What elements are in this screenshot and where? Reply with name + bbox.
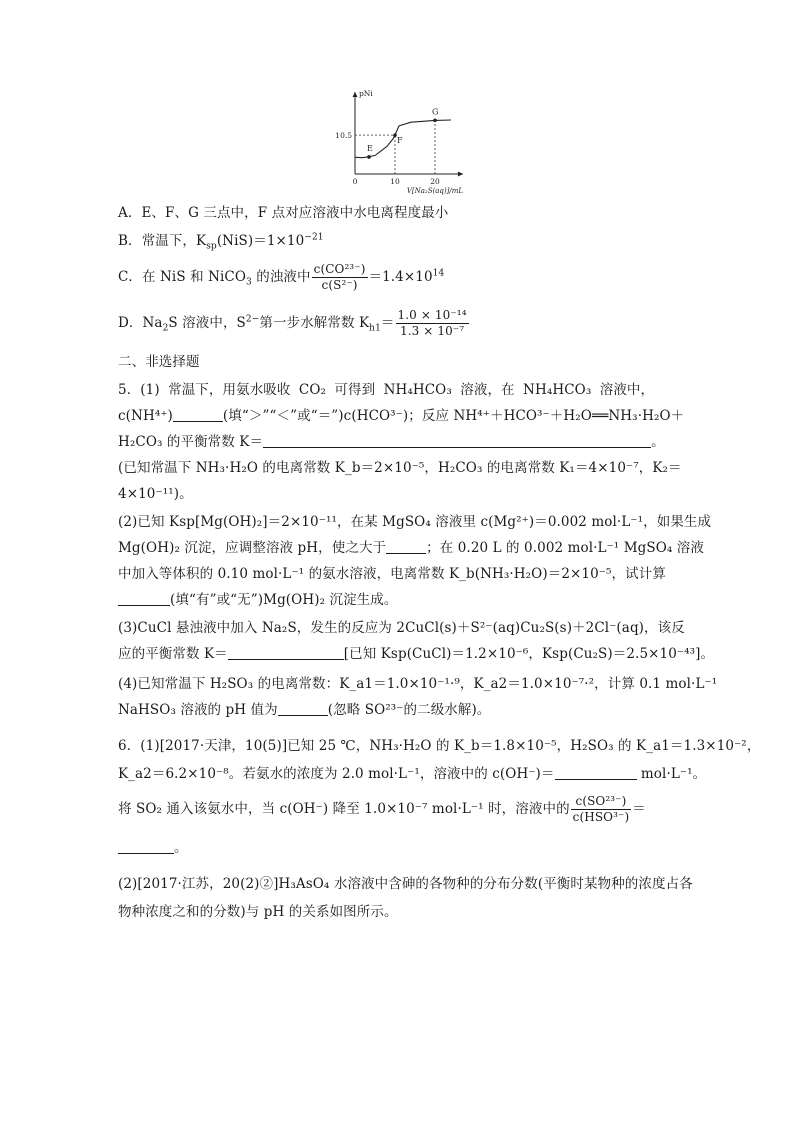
- q5-2-line-4-text: (填“有”或“无”)Mg(OH)₂ 沉淀生成。: [170, 592, 398, 608]
- option-c-numerator: c(CO²³⁻): [313, 262, 366, 276]
- q5-line-1: 5．(1) 常温下，用氨水吸收 CO₂ 可得到 NH₄HCO₃ 溶液，在 NH₄HCO₃ 溶液中，: [118, 382, 655, 398]
- q5-2-line-2a: Mg(OH)₂ 沉淀，应调整溶液 pH，使之大于: [118, 540, 387, 556]
- q5-line-4: (已知常温下 NH₃·H₂O 的电离常数 K_b＝2×10⁻⁵，H₂CO₃ 的电离常数 K₁＝4×10⁻⁷，K₂＝: [118, 460, 682, 476]
- q6-line-2b: mol·L⁻¹。: [636, 766, 707, 782]
- q5-line-2a: c(NH⁴⁺): [118, 408, 173, 424]
- option-c-fraction: [312, 262, 368, 293]
- option-b: [118, 231, 678, 251]
- option-c: [118, 262, 678, 293]
- q5-4-line-1: (4)已知常温下 H₂SO₃ 的电离常数：K_a1＝1.0×10⁻¹·⁹，K_a2＝1.0×10⁻⁷·²，计算 0.1 mol·L⁻¹: [118, 676, 718, 692]
- q5-2-line-1: (2)已知 Ksp[Mg(OH)₂]＝2×10⁻¹¹，在某 MgSO₄ 溶液里 c(Mg²⁺)＝0.002 mol·L⁻¹，如果生成: [118, 514, 712, 530]
- q5-line-2: [118, 406, 685, 426]
- x-tick-0: 0: [352, 177, 358, 186]
- q6-line-3a: 将 SO₂ 通入该氨水中，当 c(OH⁻) 降至 1.0×10⁻⁷ mol·L⁻¹ 时，溶液中的: [118, 801, 570, 817]
- q5-3-line-1: (3)CuCl 悬浊液中加入 Na₂S，发生的反应为 2CuCl(s)＋S²⁻(aq)Cu₂S(s)＋2Cl⁻(aq)，该反: [118, 620, 685, 636]
- x-axis-label: V[Na₂S(aq)]/mL: [406, 187, 463, 195]
- option-d: [118, 308, 678, 339]
- q5-3-line-2: [118, 644, 715, 664]
- q5-2-line-3: 中加入等体积的 0.10 mol·L⁻¹ 的氨水溶液，电离常数 K_b(NH₃·H₂O)＝2×10⁻⁵，试计算: [118, 566, 666, 582]
- answer-blank-4[interactable]: [118, 591, 170, 606]
- option-c-mid: 的浊液中: [251, 269, 311, 285]
- q5-line-3a: H₂CO₃ 的平衡常数 K＝: [118, 434, 264, 450]
- answer-blank-2[interactable]: [263, 433, 651, 448]
- option-b-pre: B．常温下，K: [118, 233, 207, 249]
- option-d-numerator: 1.0 × 10⁻¹⁴: [397, 308, 467, 322]
- option-c-exp: 14: [432, 268, 445, 279]
- point-label-f: F: [397, 136, 403, 146]
- x-tick-20: 20: [430, 177, 440, 186]
- q5-line-5: 4×10⁻¹¹)。: [118, 486, 193, 502]
- point-label-g: G: [432, 107, 439, 117]
- answer-blank-7[interactable]: [555, 765, 637, 780]
- q5-2-line-2b: ；在 0.20 L 的 0.002 mol·L⁻¹ MgSO₄ 溶液: [426, 540, 704, 556]
- answer-blank-3[interactable]: [386, 539, 426, 554]
- q5-line-3: [118, 432, 678, 452]
- pni-titration-figure: [330, 89, 470, 196]
- q6-line-2a: K_a2＝6.2×10⁻⁸。若氨水的浓度为 2.0 mol·L⁻¹，溶液中的 c(OH⁻)＝: [118, 766, 555, 782]
- option-b-sub: sp: [206, 241, 217, 252]
- option-d-sub1: 2: [162, 323, 169, 334]
- option-d-fraction: [396, 308, 469, 339]
- y-tick-10.5: 10.5: [335, 131, 352, 141]
- q5-line-3b: 。: [651, 434, 665, 450]
- q6-line-2: [118, 764, 707, 784]
- option-d-sup: 2−: [245, 314, 260, 325]
- q6-numerator: c(SO²³⁻): [571, 794, 632, 810]
- point-label-e: E: [367, 143, 373, 153]
- q5-3-line-2b: [已知 Ksp(CuCl)＝1.2×10⁻⁶，Ksp(Cu₂S)＝2.5×10⁻⁴³]。: [343, 646, 715, 662]
- option-c-post: ＝1.4×10: [368, 269, 433, 285]
- q5-3-line-2a: 应的平衡常数 K＝: [118, 646, 228, 662]
- option-c-sub: 3: [246, 277, 252, 288]
- answer-blank-6[interactable]: [278, 701, 328, 716]
- point-e: [367, 155, 371, 159]
- q6-2-line-1: (2)[2017·江苏，20(2)②]H₃AsO₄ 水溶液中含砷的各物种的分布分数(平衡时某物种的浓度占各: [118, 876, 693, 892]
- option-c-denominator: c(S²⁻): [321, 278, 358, 292]
- option-d-mid: S 溶液中，S: [168, 315, 246, 331]
- q5-2-line-4: [118, 590, 678, 610]
- option-d-eq: ＝: [380, 315, 395, 331]
- option-d-pre: D．Na: [118, 315, 163, 331]
- q6-line-1: 6．(1)[2017·天津，10(5)]已知 25 ℃，NH₃·H₂O 的 K_b＝1.8×10⁻⁵，H₂SO₃ 的 K_a1＝1.3×10⁻²，: [118, 738, 761, 754]
- q6-denominator: c(HSO³⁻): [572, 810, 630, 824]
- q5-line-2b: (填“＞”“＜”或“＝”)c(HCO³⁻)；反应 NH⁴⁺＋HCO³⁻＋H₂O══NH₃·H₂O＋: [222, 408, 685, 424]
- answer-blank-1[interactable]: [173, 407, 223, 422]
- option-d-mid2: 第一步水解常数 K: [259, 315, 370, 331]
- option-c-pre: C．在 NiS 和 NiCO: [118, 269, 247, 285]
- x-axis-arrow: [458, 172, 463, 177]
- q6-line-3b: ＝: [632, 801, 646, 817]
- x-tick-10: 10: [390, 177, 400, 186]
- q6-2-line-2: 物种浓度之和的分数)与 pH 的关系如图所示。: [118, 904, 398, 920]
- q5-4-line-2b: (忽略 SO²³⁻的二级水解)。: [327, 702, 491, 718]
- pni-chart: [330, 89, 470, 196]
- q6-line-4: [118, 838, 678, 858]
- q6-line-3: [118, 794, 678, 825]
- option-b-exp: −21: [304, 232, 324, 243]
- q5-4-line-2: [118, 700, 678, 720]
- q6-line-4-text: 。: [174, 840, 188, 856]
- option-a: A．E、F、G 三点中，F 点对应溶液中水电离程度最小: [118, 205, 449, 221]
- q6-fraction: [571, 794, 632, 825]
- point-g: [433, 119, 437, 123]
- y-axis-label: pNi: [359, 89, 373, 98]
- answer-blank-8[interactable]: [118, 839, 174, 854]
- y-axis-arrow: [353, 92, 358, 97]
- answer-blank-5[interactable]: [228, 645, 344, 660]
- option-d-denominator: 1.3 × 10⁻⁷: [399, 324, 465, 338]
- option-b-post: (NiS)＝1×10: [216, 233, 305, 249]
- option-d-sub2: h1: [369, 323, 381, 334]
- q5-4-line-2a: NaHSO₃ 溶液的 pH 值为: [118, 702, 278, 718]
- q5-2-line-2: [118, 538, 704, 558]
- section-heading: 二、非选择题: [118, 354, 200, 370]
